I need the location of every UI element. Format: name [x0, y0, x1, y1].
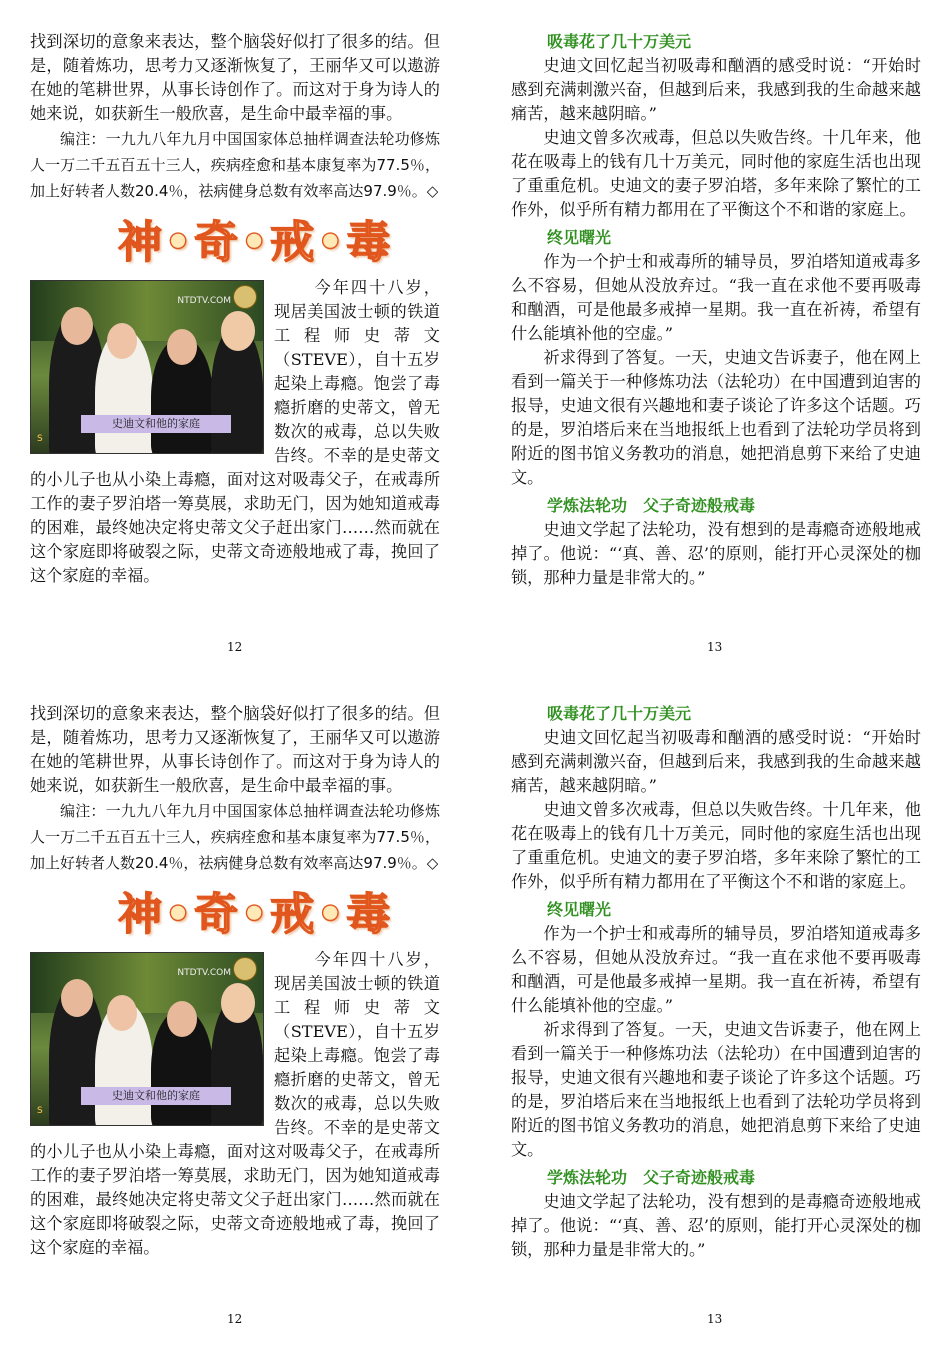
article-heading: 神•奇•戒•毒 [118, 217, 393, 268]
paragraph-result: 史迪文学起了法轮功，没有想到的是毒瘾奇迹般地戒掉了。他说：“‘真、善、忍’的原则，能打开心灵深处的枷锁，那种力量是非常大的。” [511, 520, 921, 587]
section-title-cost: 吸毒花了几十万美元 [547, 32, 692, 51]
section-title-practice: 学炼法轮功 父子奇迹般戒毒 [547, 496, 756, 515]
paragraph-attempts: 史迪文曾多次戒毒，但总以失败告终。十几年来，他花在吸毒上的钱有几十万美元，同时他的家庭生活也出现了重重危机。史迪文的妻子罗泊塔，多年来除了繁忙的工作外，似乎所有精力都用在了平衡这个不和谐的家庭上。 [511, 128, 921, 219]
story-paragraph: 今年四十八岁，现居美国波士顿的铁道工程师史蒂文（STEVE），自十五岁起染上毒瘾。饱尝了毒瘾折磨的史蒂文，曾无数次的戒毒，总以失败告终。不幸的是史蒂文的小儿子也从小染上毒瘾，面对这对吸毒父子，在戒毒所工作的妻子罗泊塔一筹莫展，求助无门，因为她知道戒毒的困难，最终她决定将史蒂文父子赶出家门……然而就在这个家庭即将破裂之际，史蒂文奇迹般地戒了毒，挽回了这个家庭的幸福。 [30, 950, 440, 1257]
paragraph-recall: 史迪文回忆起当初吸毒和酗酒的感受时说：“开始时感到充满刺激兴奋，但越到后来，我感到我的生命越来越痛苦，越来越阴暗。” [511, 728, 921, 795]
article-heading: 神•奇•戒•毒 [118, 889, 393, 940]
paragraph-answer: 祈求得到了答复。一天，史迪文告诉妻子，他在网上看到一篇关于一种修炼功法（法轮功）在中国遭到迫害的报导，史迪文很有兴趣地和妻子谈论了许多这个话题。巧的是，罗泊塔后来在当地报纸上也看到了法轮功学员将到附近的图书馆义务教功的消息，她把消息剪下来给了史迪文。 [511, 348, 921, 487]
spread-bottom [0, 672, 950, 1344]
right-column [511, 30, 921, 590]
family-photo [30, 952, 264, 1126]
tv-corner-icon: S [37, 434, 43, 444]
left-column [30, 702, 440, 1260]
editor-note: 编注：一九九八年九月中国国家体总抽样调查法轮功修炼人一万二千五百五十三人，疾病痊愈和基本康复率为77.5％，加上好转者人数20.4％，祛病健身总数有效率高达97.9％。◇ [30, 802, 440, 872]
page-number-left: 12 [227, 640, 243, 654]
intro-paragraph: 找到深切的意象来表达，整个脑袋好似打了很多的结。但是，随着炼功，思考力又逐渐恢复了，王丽华又可以遨游在她的笔耕世界，从事长诗创作了。而这对于身为诗人的她来说，如获新生一般欣喜，是生命中最幸福的事。 [30, 32, 440, 123]
paragraph-nurse: 作为一个护士和戒毒所的辅导员，罗泊塔知道戒毒多么不容易，但她从没放弃过。“我一直在求他不要再吸毒和酗酒，可是他最多戒掉一星期。我一直在祈祷，希望有什么能填补他的空虚。” [511, 252, 921, 343]
story-paragraph: 今年四十八岁，现居美国波士顿的铁道工程师史蒂文（STEVE），自十五岁起染上毒瘾。饱尝了毒瘾折磨的史蒂文，曾无数次的戒毒，总以失败告终。不幸的是史蒂文的小儿子也从小染上毒瘾，面对这对吸毒父子，在戒毒所工作的妻子罗泊塔一筹莫展，求助无门，因为她知道戒毒的困难，最终她决定将史蒂文父子赶出家门……然而就在这个家庭即将破裂之际，史蒂文奇迹般地戒了毒，挽回了这个家庭的幸福。 [30, 278, 440, 585]
photo-caption: 史迪文和他的家庭 [81, 1087, 231, 1105]
section-title-hope: 终见曙光 [547, 900, 612, 919]
page-number-right: 13 [707, 640, 723, 654]
family-photo [30, 280, 264, 454]
right-column [511, 702, 921, 1262]
section-title-practice: 学炼法轮功 父子奇迹般戒毒 [547, 1168, 756, 1187]
ntd-logo-icon [233, 957, 257, 981]
page-number-left: 12 [227, 1312, 243, 1326]
spread-top [0, 0, 950, 672]
paragraph-attempts: 史迪文曾多次戒毒，但总以失败告终。十几年来，他花在吸毒上的钱有几十万美元，同时他的家庭生活也出现了重重危机。史迪文的妻子罗泊塔，多年来除了繁忙的工作外，似乎所有精力都用在了平衡这个不和谐的家庭上。 [511, 800, 921, 891]
photo-watermark: NTDTV.COM [177, 296, 231, 306]
editor-note: 编注：一九九八年九月中国国家体总抽样调查法轮功修炼人一万二千五百五十三人，疾病痊愈和基本康复率为77.5％，加上好转者人数20.4％，祛病健身总数有效率高达97.9％。◇ [30, 130, 440, 200]
ntd-logo-icon [233, 285, 257, 309]
left-column [30, 30, 440, 588]
intro-paragraph: 找到深切的意象来表达，整个脑袋好似打了很多的结。但是，随着炼功，思考力又逐渐恢复了，王丽华又可以遨游在她的笔耕世界，从事长诗创作了。而这对于身为诗人的她来说，如获新生一般欣喜，是生命中最幸福的事。 [30, 704, 440, 795]
page-number-right: 13 [707, 1312, 723, 1326]
photo-watermark: NTDTV.COM [177, 968, 231, 978]
tv-corner-icon: S [37, 1106, 43, 1116]
paragraph-result: 史迪文学起了法轮功，没有想到的是毒瘾奇迹般地戒掉了。他说：“‘真、善、忍’的原则，能打开心灵深处的枷锁，那种力量是非常大的。” [511, 1192, 921, 1259]
section-title-hope: 终见曙光 [547, 228, 612, 247]
paragraph-nurse: 作为一个护士和戒毒所的辅导员，罗泊塔知道戒毒多么不容易，但她从没放弃过。“我一直在求他不要再吸毒和酗酒，可是他最多戒掉一星期。我一直在祈祷，希望有什么能填补他的空虚。” [511, 924, 921, 1015]
photo-caption: 史迪文和他的家庭 [81, 415, 231, 433]
paragraph-answer: 祈求得到了答复。一天，史迪文告诉妻子，他在网上看到一篇关于一种修炼功法（法轮功）在中国遭到迫害的报导，史迪文很有兴趣地和妻子谈论了许多这个话题。巧的是，罗泊塔后来在当地报纸上也看到了法轮功学员将到附近的图书馆义务教功的消息，她把消息剪下来给了史迪文。 [511, 1020, 921, 1159]
paragraph-recall: 史迪文回忆起当初吸毒和酗酒的感受时说：“开始时感到充满刺激兴奋，但越到后来，我感到我的生命越来越痛苦，越来越阴暗。” [511, 56, 921, 123]
section-title-cost: 吸毒花了几十万美元 [547, 704, 692, 723]
